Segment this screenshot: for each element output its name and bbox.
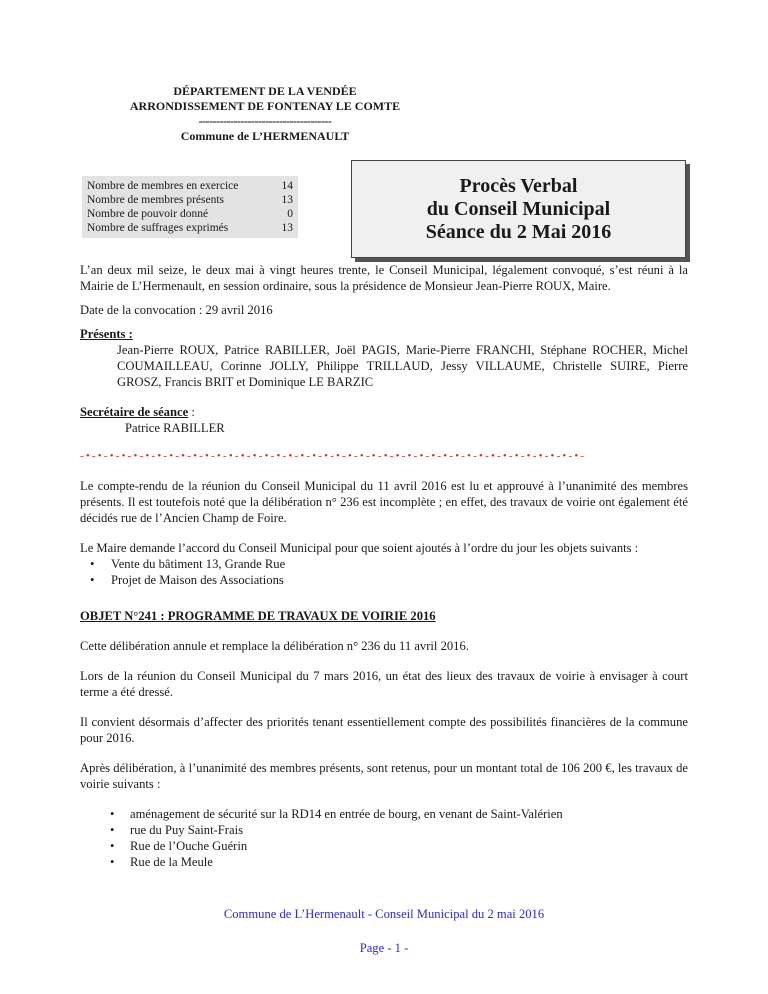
title-box xyxy=(351,160,686,258)
stats-label: Nombre de membres en exercice xyxy=(87,180,239,192)
stats-label: Nombre de suffrages exprimés xyxy=(87,222,229,234)
objet-paragraph-3: Il convient désormais d’affecter des priorités tenant essentiellement compte des possibilités financières de la commune pour 2016. xyxy=(80,715,688,745)
section-divider: -•-•-•-•-•-•-•-•-•-•-•-•-•-•-•-•-•-•-•-•-•-•-•-•-•-•-•-•-•-•-•-•-•-•-•-•-•-•-•-•-•-•- xyxy=(80,450,587,462)
stats-row xyxy=(82,193,298,207)
stats-value: 13 xyxy=(281,194,293,206)
page-footer xyxy=(0,906,768,956)
presents-heading xyxy=(80,326,688,342)
title-line-2: du Conseil Municipal xyxy=(426,197,611,220)
stats-value: 14 xyxy=(281,180,293,192)
secretaire-name: Patrice RABILLER xyxy=(125,421,225,435)
objet-paragraph-2: Lors de la réunion du Conseil Municipal du 7 mars 2016, un état des lieux des travaux de voirie à envisager à court terme a été dressé. xyxy=(80,669,688,699)
commune-line: Commune de L’HERMENAULT xyxy=(180,129,350,143)
ordre-du-jour-paragraph: Le Maire demande l’accord du Conseil Municipal pour que soient ajoutés à l’ordre du jour les objets suivants : xyxy=(80,541,639,555)
convocation-date: Date de la convocation : 29 avril 2016 xyxy=(80,303,273,317)
stats-label: Nombre de membres présents xyxy=(87,194,225,206)
presents-label: Présents : xyxy=(80,327,133,341)
list-item: • Rue de la Meule xyxy=(80,854,688,870)
stats-value: 13 xyxy=(281,222,293,234)
document-header xyxy=(80,84,450,144)
list-item: • rue du Puy Saint-Frais xyxy=(80,822,688,838)
member-stats-box xyxy=(82,176,298,238)
footer-text: Commune de L’Hermenault - Conseil Municipal du 2 mai 2016 xyxy=(223,907,545,921)
list-item: • Projet de Maison des Associations xyxy=(80,572,688,588)
stats-row xyxy=(82,179,298,193)
objet-paragraph-4: Après délibération, à l’unanimité des membres présents, sont retenus, pour un montant total de 106 200 €, les travaux de voirie suivants : xyxy=(80,761,688,791)
secretaire-label: Secrétaire de séance xyxy=(80,405,189,419)
list-item: • Rue de l’Ouche Guérin xyxy=(80,838,688,854)
stats-row xyxy=(82,221,298,235)
compte-rendu-paragraph: Le compte-rendu de la réunion du Conseil Municipal du 11 avril 2016 est lu et approuvé à l’unanimité des membres présents. Il est toutefois noté que la délibération n° 236 est incomplète ; en effet, des travaux de voirie ont également été décidés rue de l’Ancien Champ de Foire. xyxy=(80,479,688,525)
objet-paragraph-1: Cette délibération annule et remplace la délibération n° 236 du 11 avril 2016. xyxy=(80,639,469,653)
secretaire-heading xyxy=(80,404,688,420)
ordre-du-jour-list xyxy=(80,556,688,588)
presents-names: Jean-Pierre ROUX, Patrice RABILLER, Joël PAGIS, Marie-Pierre FRANCHI, Stéphane ROCHER, Michel COUMAILLEAU, Corinne JOLLY, Philippe TRILLAUD, Jessy VILLAUME, Christelle SUIRE, Pierre GROSZ, Francis BRIT et Dominique LE BARZIC xyxy=(117,343,688,389)
title-line-3: Séance du 2 Mai 2016 xyxy=(425,220,612,243)
list-item: • Vente du bâtiment 13, Grande Rue xyxy=(80,556,688,572)
title-line-1: Procès Verbal xyxy=(459,174,578,197)
list-item: • aménagement de sécurité sur la RD14 en entrée de bourg, en venant de Saint-Valérien xyxy=(80,806,688,822)
header-separator: -------------------------------------- xyxy=(198,114,332,128)
intro-paragraph: L’an deux mil seize, le deux mai à vingt heures trente, le Conseil Municipal, légalement convoqué, s’est réuni à la Mairie de L’Hermenault, en session ordinaire, sous la présidence de Monsieur Jean-Pierre ROUX, Maire. xyxy=(80,263,688,293)
stats-label: Nombre de pouvoir donné xyxy=(87,208,209,220)
stats-row xyxy=(82,207,298,221)
stats-value: 0 xyxy=(287,208,293,220)
objet-title: OBJET N°241 : PROGRAMME DE TRAVAUX DE VOIRIE 2016 xyxy=(80,609,436,623)
secretaire-suffix: : xyxy=(188,405,195,419)
travaux-list xyxy=(80,806,688,870)
arrondissement-line: ARRONDISSEMENT DE FONTENAY LE COMTE xyxy=(129,99,401,113)
department-line: DÉPARTEMENT DE LA VENDÉE xyxy=(173,84,357,98)
document-body xyxy=(80,262,688,878)
page-number: Page - 1 - xyxy=(359,941,409,955)
